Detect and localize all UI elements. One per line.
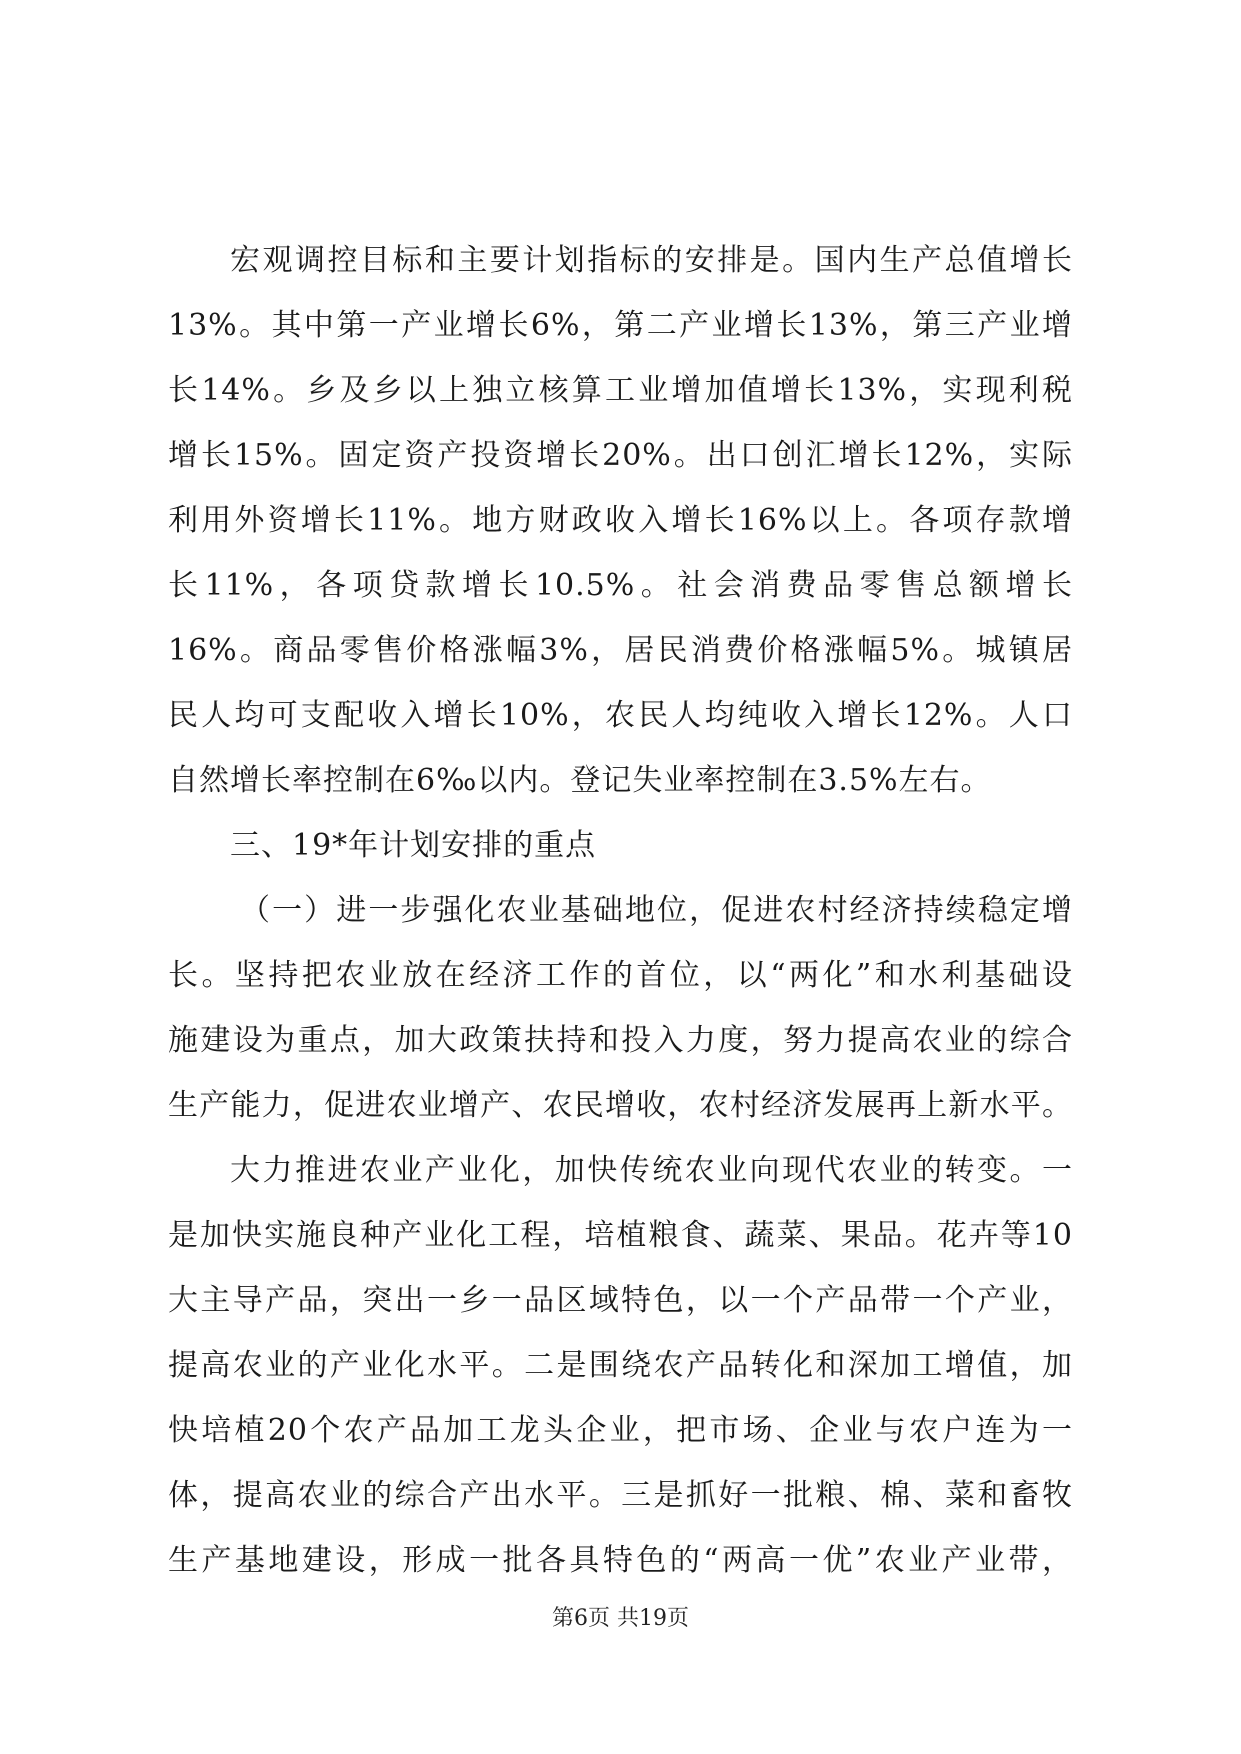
- text-line: 快培植20个农产品加工龙头企业，把市场、企业与农户连为一: [168, 1413, 1073, 1448]
- page-number-footer: 第6页 共19页: [552, 1606, 689, 1631]
- text-line: 利用外资增长11%。地方财政收入增长16%以上。各项存款增: [168, 503, 1073, 538]
- text-line: （一）进一步强化农业基础地位，促进农村经济持续稳定增: [240, 893, 1073, 928]
- text-line: 13%。其中第一产业增长6%，第二产业增长13%，第三产业增: [168, 308, 1073, 343]
- text-line: 长。坚持把农业放在经济工作的首位，以“两化”和水利基础设: [168, 958, 1073, 993]
- document-body: [168, 228, 1073, 1593]
- paragraph-targets: [168, 228, 1073, 813]
- text-line: 体，提高农业的综合产出水平。三是抓好一批粮、棉、菜和畜牧: [168, 1478, 1073, 1513]
- text-line: 16%。商品零售价格涨幅3%，居民消费价格涨幅5%。城镇居: [168, 633, 1073, 668]
- text-line: 生产基地建设，形成一批各具特色的“两高一优”农业产业带，: [168, 1543, 1073, 1578]
- text-line: 自然增长率控制在6‰以内。登记失业率控制在3.5%左右。: [168, 763, 992, 798]
- paragraph-agriculture-foundation: [168, 878, 1073, 1138]
- text-line: 是加快实施良种产业化工程，培植粮食、蔬菜、果品。花卉等10: [168, 1218, 1073, 1253]
- section-heading: [168, 813, 1073, 878]
- text-line: 民人均可支配收入增长10%，农民人均纯收入增长12%。人口: [168, 698, 1073, 733]
- text-line: 生产能力，促进农业增产、农民增收，农村经济发展再上新水平。: [168, 1088, 1073, 1123]
- text-line: 宏观调控目标和主要计划指标的安排是。国内生产总值增长: [230, 243, 1073, 278]
- text-line: 大主导产品，突出一乡一品区域特色，以一个产品带一个产业，: [168, 1283, 1073, 1318]
- text-line: 大力推进农业产业化，加快传统农业向现代农业的转变。一: [230, 1153, 1073, 1188]
- text-line: 施建设为重点，加大政策扶持和投入力度，努力提高农业的综合: [168, 1023, 1073, 1058]
- paragraph-agriculture-industrialization: [168, 1138, 1073, 1593]
- text-line: 长14%。乡及乡以上独立核算工业增加值增长13%，实现利税: [168, 373, 1073, 408]
- text-line: 长11%，各项贷款增长10.5%。社会消费品零售总额增长: [168, 568, 1073, 603]
- heading-text: 三、19*年计划安排的重点: [230, 828, 597, 863]
- text-line: 增长15%。固定资产投资增长20%。出口创汇增长12%，实际: [168, 438, 1073, 473]
- text-line: 提高农业的产业化水平。二是围绕农产品转化和深加工增值，加: [168, 1348, 1073, 1383]
